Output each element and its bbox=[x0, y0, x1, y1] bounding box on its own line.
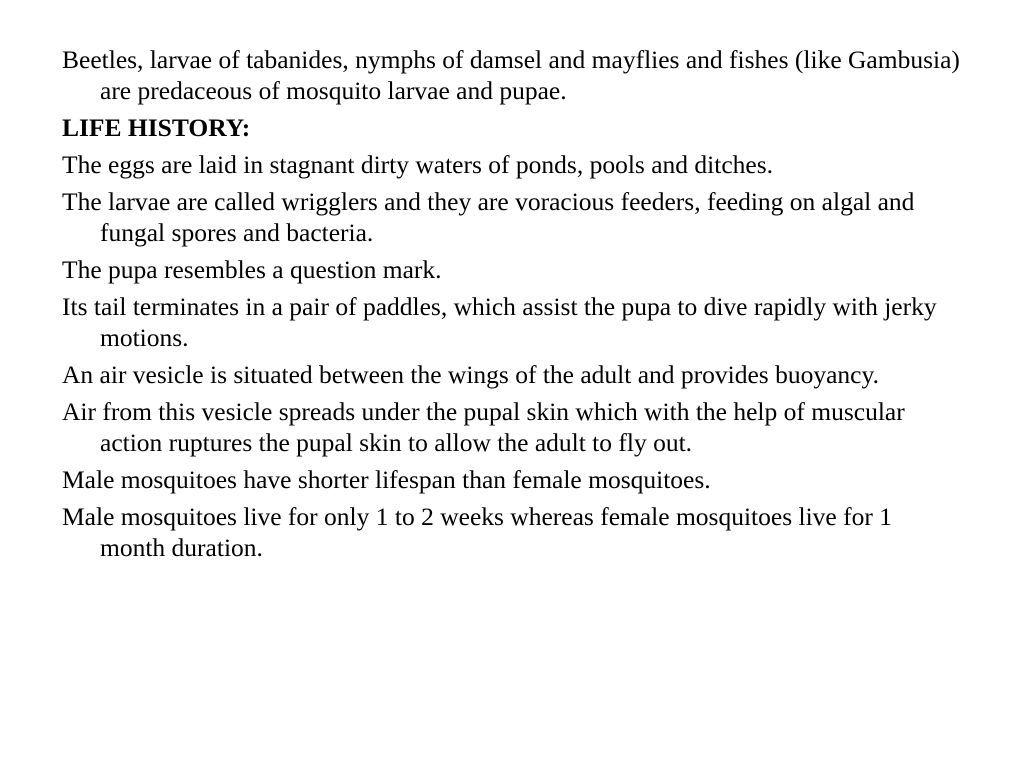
paragraph-duration: Male mosquitoes live for only 1 to 2 weeks whereas female mosquitoes live for 1 month duration. bbox=[62, 502, 892, 562]
paragraph-emergence: Air from this vesicle spreads under the pupal skin which with the help of muscular action ruptures the pupal skin to allow the adult to fly out. bbox=[62, 397, 905, 457]
paragraph-air-vesicle: An air vesicle is situated between the wings of the adult and provides buoyancy. bbox=[62, 360, 879, 389]
paragraph-eggs: The eggs are laid in stagnant dirty waters of ponds, pools and ditches. bbox=[62, 150, 773, 179]
paragraph-predators: Beetles, larvae of tabanides, nymphs of damsel and mayflies and fishes (like Gambusia) are predaceous of mosquito larvae and pupae. bbox=[62, 45, 960, 105]
paragraph-pupa: The pupa resembles a question mark. bbox=[62, 255, 442, 284]
slide-body bbox=[62, 44, 962, 569]
heading-life-history: LIFE HISTORY: bbox=[62, 113, 251, 142]
paragraph-lifespan: Male mosquitoes have shorter lifespan than female mosquitoes. bbox=[62, 465, 711, 494]
paragraph-tail: Its tail terminates in a pair of paddles, which assist the pupa to dive rapidly with jerky motions. bbox=[62, 292, 937, 352]
paragraph-larvae: The larvae are called wrigglers and they are voracious feeders, feeding on algal and fungal spores and bacteria. bbox=[62, 187, 915, 247]
